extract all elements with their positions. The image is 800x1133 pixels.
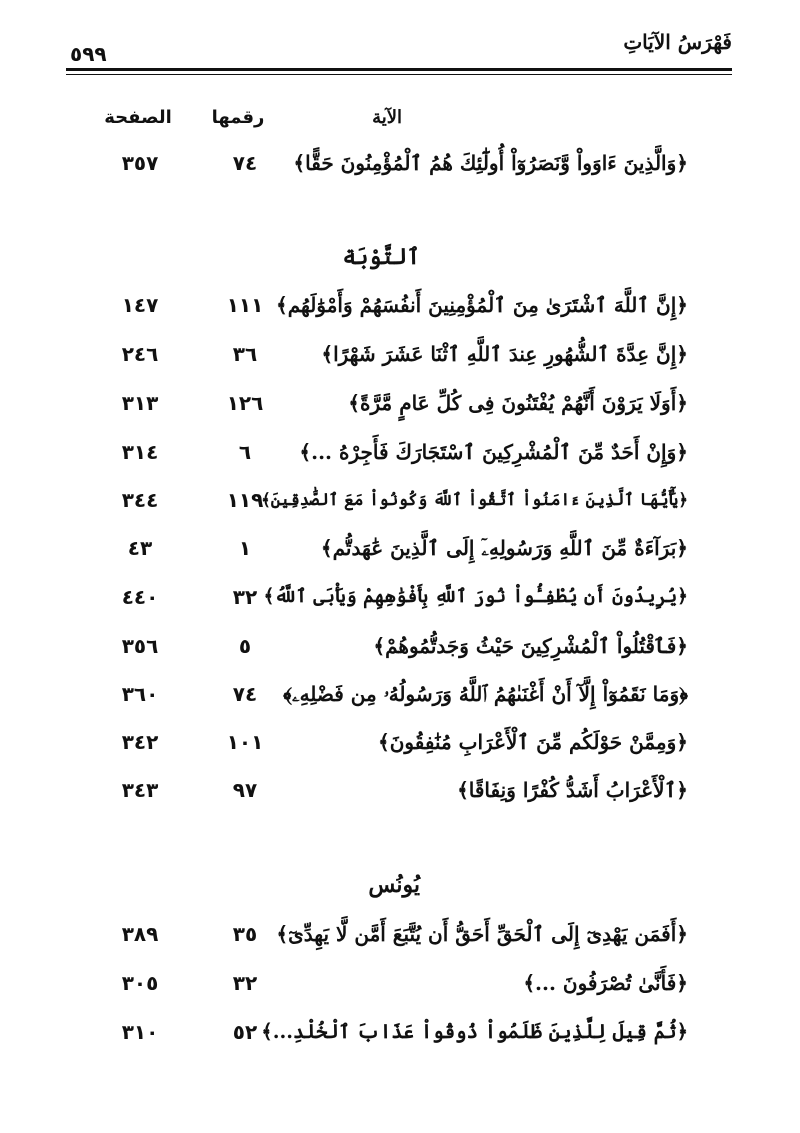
table-row [0,575,800,619]
verse-text: ﴿وَمَا نَقَمُوٓاْ إِلَّآ أَنْ أَغْنَىٰهُمُ ٱللَّهُ وَرَسُولُهُۥ مِن فَضْلِهِۦ﴾ [283,682,688,706]
verse-number: ٦ [238,440,252,464]
verse-number: ١١١ [226,293,264,317]
page-header [66,30,732,74]
verse-text: ﴿أَوَلَا يَرَوْنَ أَنَّهُمْ يُفْتَنُونَ فِى كُلِّ عَامٍ مَّرَّةً﴾ [348,391,688,415]
table-row [0,768,800,812]
column-headers [0,98,800,138]
table-row [0,381,800,425]
running-title: فَهْرَسُ الآيَاتِ [623,30,732,54]
verse-text: ﴿وَمِمَّنْ حَوْلَكُم مِّنَ ٱلْأَعْرَابِ مُنَٰفِقُونَ﴾ [377,730,688,754]
page-reference: ٣٤٣ [121,778,159,802]
page-reference: ٣٨٩ [121,922,159,946]
page-reference: ٣٤٢ [121,730,159,754]
verse-number: ٧٤ [232,151,258,175]
table-row [0,141,800,185]
surah-heading: ٱلتَّوْبَة [342,244,420,270]
header-rule-thin [66,74,732,75]
verse-text: ﴿وَالَّذِينَ ءَاوَواْ وَّنَصَرُوٓاْ أُولَٰٓئِكَ هُمُ ٱلْمُؤْمِنُونَ حَقًّا﴾ [293,151,688,175]
column-header-page: الصفحة [104,107,172,128]
column-header-number: رقمها [211,107,265,128]
table-row [0,720,800,764]
page-reference: ٣٥٧ [121,151,159,175]
table-row [0,526,800,570]
verse-number: ١ [238,536,252,560]
table-row [0,624,800,668]
table-row [0,961,800,1005]
page-reference: ٢٤٦ [121,342,159,366]
page-reference: ٣١٣ [121,391,159,415]
table-row [0,912,800,956]
page-reference: ٣٠٥ [121,971,159,995]
verse-text: ﴿إِنَّ عِدَّةَ ٱلشُّهُورِ عِندَ ٱللَّهِ ٱثْنَا عَشَرَ شَهْرًا﴾ [321,342,688,366]
page-reference: ٤٣ [127,536,153,560]
verse-text: ﴿ٱلْأَعْرَابُ أَشَدُّ كُفْرًا وَنِفَاقًا﴾ [457,778,688,802]
verse-text: ﴿فَأَنَّىٰ تُصْرَفُونَ ...﴾ [523,971,688,995]
verse-text: ﴿إِنَّ ٱللَّهَ ٱشْتَرَىٰ مِنَ ٱلْمُؤْمِنِينَ أَنفُسَهُمْ وَأَمْوَٰلَهُم﴾ [276,293,688,317]
header-rule [66,68,732,71]
page-reference: ٣١٠ [121,1020,159,1044]
column-header-verse: الآية [372,107,402,128]
verse-number: ٩٧ [232,778,258,802]
surah-heading: يُونُس [368,872,420,898]
table-row [0,672,800,716]
verse-number: ٣٦ [232,342,258,366]
verse-text: ﴿ثُمَّ قِيلَ لِلَّذِينَ ظَلَمُواْ ذُوقُواْ عَذَابَ ٱلْخُلْدِ...﴾ [261,1020,688,1043]
page-reference: ٣٦٠ [121,682,159,706]
verse-number: ٣٢ [232,585,258,609]
table-row [0,332,800,376]
table-row [0,478,800,522]
verse-number: ٣٢ [232,971,258,995]
verse-text: ﴿بَرَآءَةٌ مِّنَ ٱللَّهِ وَرَسُولِهِۦٓ إِلَى ٱلَّذِينَ عَٰهَدتُّم﴾ [320,536,688,560]
verse-text: ﴿وَإِنْ أَحَدٌ مِّنَ ٱلْمُشْرِكِينَ ٱسْتَجَارَكَ فَأَجِرْهُ ...﴾ [299,440,688,464]
verse-number: ١١٩ [226,488,264,512]
verse-text: ﴿فَٱقْتُلُواْ ٱلْمُشْرِكِينَ حَيْثُ وَجَدتُّمُوهُمْ﴾ [373,634,688,658]
verse-number: ٧٤ [232,682,258,706]
verse-text: ﴿أَفَمَن يَهْدِىٓ إِلَى ٱلْحَقِّ أَحَقُّ أَن يُتَّبَعَ أَمَّن لَّا يَهِدِّىٓ﴾ [276,922,688,946]
page-reference: ٤٤٠ [121,585,159,609]
verse-number: ٥ [238,634,252,658]
page-reference: ٣٤٤ [121,488,159,512]
table-row [0,283,800,327]
verse-number: ٣٥ [232,922,258,946]
page-reference: ٣٥٦ [121,634,159,658]
verse-number: ٥٢ [232,1020,258,1044]
page-reference: ١٤٧ [121,293,159,317]
verse-text: ﴿يَٰٓأَيُّهَا ٱلَّذِينَ ءَامَنُواْ ٱتَّقُواْ ٱللَّهَ وَكُونُواْ مَعَ ٱلصَّٰدِقِينَ﴾ [261,490,688,509]
verse-number: ١٢٦ [226,391,264,415]
page-reference: ٣١٤ [121,440,159,464]
verse-number: ١٠١ [226,730,264,754]
verse-text: ﴿يُرِيدُونَ أَن يُطْفِـُٔواْ نُورَ ٱللَّهِ بِأَفْوَٰهِهِمْ وَيَأْبَى ٱللَّهُ﴾ [263,586,688,607]
table-row [0,430,800,474]
table-row [0,1010,800,1054]
page-number: ٥٩٩ [70,42,107,66]
